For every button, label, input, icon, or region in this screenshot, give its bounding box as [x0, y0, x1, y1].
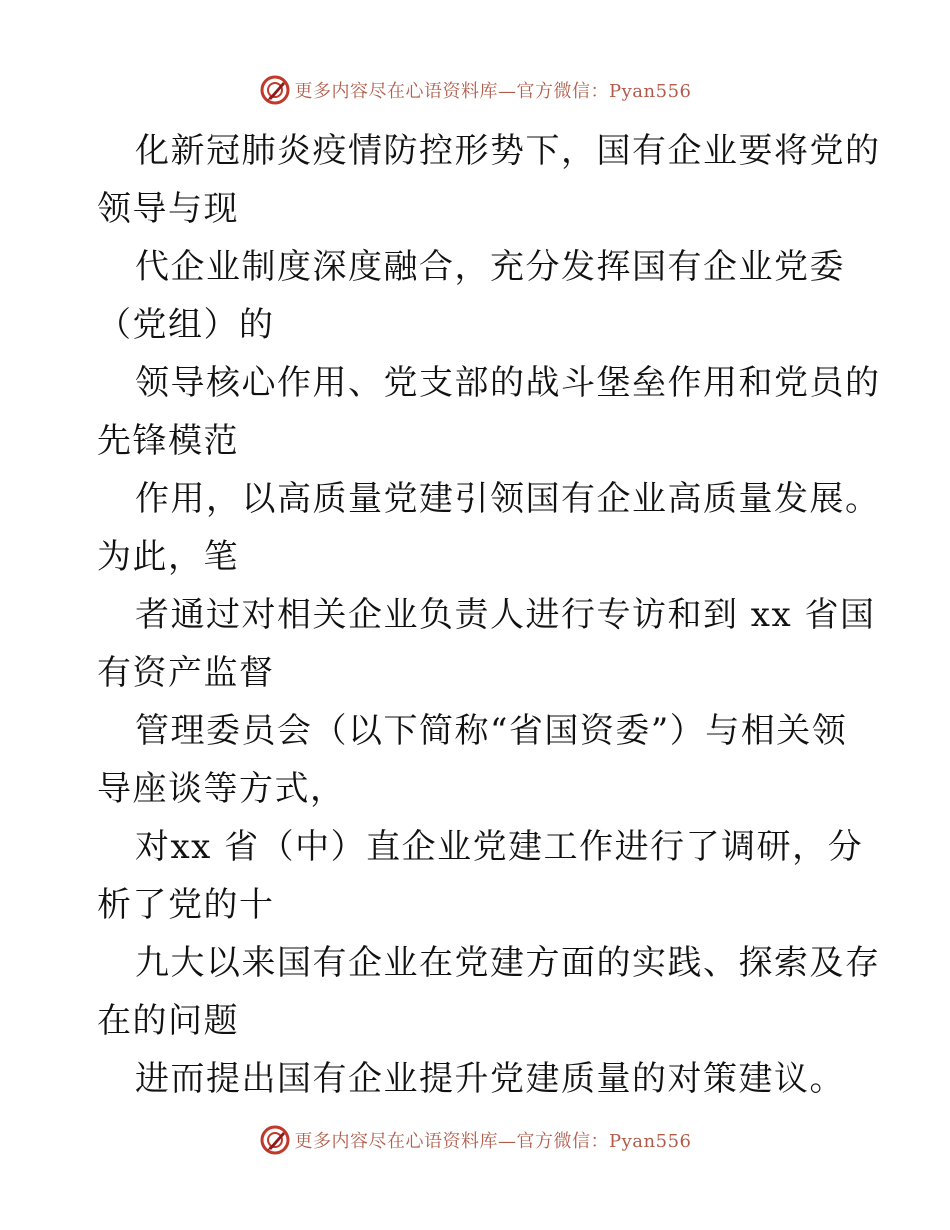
paragraph-line: 对xx 省（中）直企业党建工作进行了调研，分 [135, 827, 864, 867]
paragraph-line: 析了党的十 [97, 885, 275, 925]
paragraph-line: 领导核心作用、党支部的战斗堡垒作用和党员的 [135, 363, 881, 403]
paragraph-line: 先锋模范 [97, 421, 239, 461]
footer-banner [0, 1122, 950, 1158]
paragraph-line: 为此，笔 [97, 537, 239, 577]
paragraph-line: 有资产监督 [97, 653, 275, 693]
brand-logo-icon [259, 74, 291, 106]
paragraph-line: 化新冠肺炎疫情防控形势下，国有企业要将党的 [135, 131, 881, 171]
document-body [97, 122, 881, 1108]
paragraph-line: 进而提出国有企业提升党建质量的对策建议。 [135, 1059, 845, 1099]
paragraph-line: 领导与现 [97, 189, 239, 229]
paragraph-line: 九大以来国有企业在党建方面的实践、探索及存 [135, 943, 881, 983]
header-banner-text: 更多内容尽在心语资料库—官方微信：Pyan556 [294, 81, 692, 102]
paragraph-line: 导座谈等方式， [97, 769, 346, 809]
paragraph-line: 管理委员会（以下简称“省国资委”）与相关领 [135, 711, 848, 751]
paragraph-line: 代企业制度深度融合，充分发挥国有企业党委 [135, 247, 845, 287]
brand-logo-icon [259, 1124, 291, 1156]
paragraph-line: 者通过对相关企业负责人进行专访和到 xx 省国 [135, 595, 876, 635]
paragraph-line: （党组）的 [97, 305, 275, 345]
header-banner [0, 72, 950, 108]
footer-banner-text: 更多内容尽在心语资料库—官方微信：Pyan556 [294, 1131, 692, 1152]
paragraph-line: 在的问题 [97, 1001, 239, 1041]
paragraph-line: 作用，以高质量党建引领国有企业高质量发展。 [135, 479, 881, 519]
